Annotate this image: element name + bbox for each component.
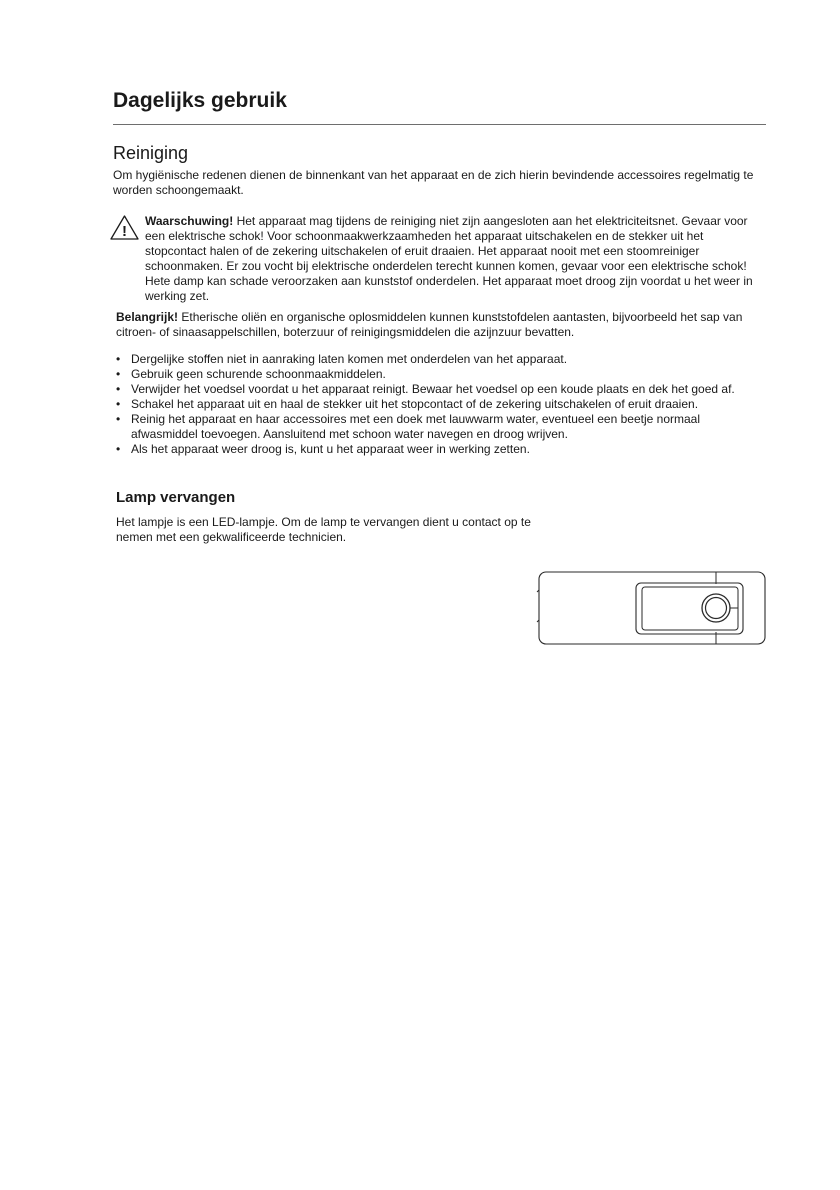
- warning-label: Waarschuwing!: [145, 214, 234, 228]
- list-item: • Als het apparaat weer droog is, kunt u het apparaat weer in werking zetten.: [116, 442, 530, 456]
- page-title: Dagelijks gebruik: [113, 89, 287, 112]
- list-item: • Schakel het apparaat uit en haal de stekker uit het stopcontact of de zekering uitschakelen of eruit draaien.: [116, 397, 699, 411]
- bullet-dot: •: [116, 442, 121, 456]
- bullet-dot: •: [116, 382, 121, 396]
- lamp-illustration: [535, 570, 767, 646]
- lamp-paragraph: Het lampje is een LED-lampje. Om de lamp te vervangen dient u contact op te nemen met een gekwalificeerde technicien.: [116, 515, 531, 544]
- section-title-lamp: Lamp vervangen: [116, 489, 236, 506]
- bullet-dot: •: [116, 367, 121, 381]
- list-item: • Gebruik geen schurende schoonmaakmiddelen.: [116, 367, 386, 381]
- warning-text: Het apparaat mag tijdens de reiniging niet zijn aangesloten aan het elektriciteitsnet. Gevaar voor een elektrische schok! Voor schoonmaakwerkzaamheden het apparaat uitschakelen en de stekker uit het stopcontact halen of de zekering uitschakelen of eruit draaien. Het apparaat nooit met een stoomreiniger schoonmaken. Er zou vocht bij elektrische onderdelen terecht kunnen komen, gevaar voor een elektrische schok! Hete damp kan schade veroorzaken aan kunststof onderdelen. Het apparaat moet droog zijn voordat u het weer in werking zet.: [145, 214, 753, 303]
- title-divider: [113, 124, 766, 125]
- bullet-dot: •: [116, 397, 121, 411]
- important-label: Belangrijk!: [116, 310, 179, 324]
- warning-icon-mark: !: [122, 223, 127, 240]
- section-title-cleaning: Reiniging: [113, 143, 189, 163]
- list-item: • Reinig het apparaat en haar accessoires met een doek met lauwwarm water, eventueel een beetje normaal afwasmiddel toevoegen. Aansluitend met schoon water navegen en droog wrijven.: [116, 412, 700, 441]
- important-paragraph: [116, 310, 766, 340]
- cleaning-intro: Om hygiënische redenen dienen de binnenkant van het apparaat en de zich hierin bevindende accessoires regelmatig te worden schoongemaakt.: [113, 168, 754, 197]
- cleaning-bullet-list: [116, 352, 766, 457]
- bullet-dot: •: [116, 352, 121, 366]
- warning-triangle-icon: [109, 214, 140, 241]
- list-item: • Dergelijke stoffen niet in aanraking laten komen met onderdelen van het apparaat.: [116, 352, 568, 366]
- bullet-dot: •: [116, 412, 121, 426]
- list-item: • Verwijder het voedsel voordat u het apparaat reinigt. Bewaar het voedsel op een koude plaats en dek het goed af.: [116, 382, 735, 396]
- important-text: Etherische oliën en organische oplosmiddelen kunnen kunststofdelen aantasten, bijvoorbeeld het sap van citroen- of sinaasappelschillen, boterzuur of reinigingsmiddelen die azijnzuur bevatten.: [116, 310, 743, 339]
- warning-paragraph: [145, 214, 765, 304]
